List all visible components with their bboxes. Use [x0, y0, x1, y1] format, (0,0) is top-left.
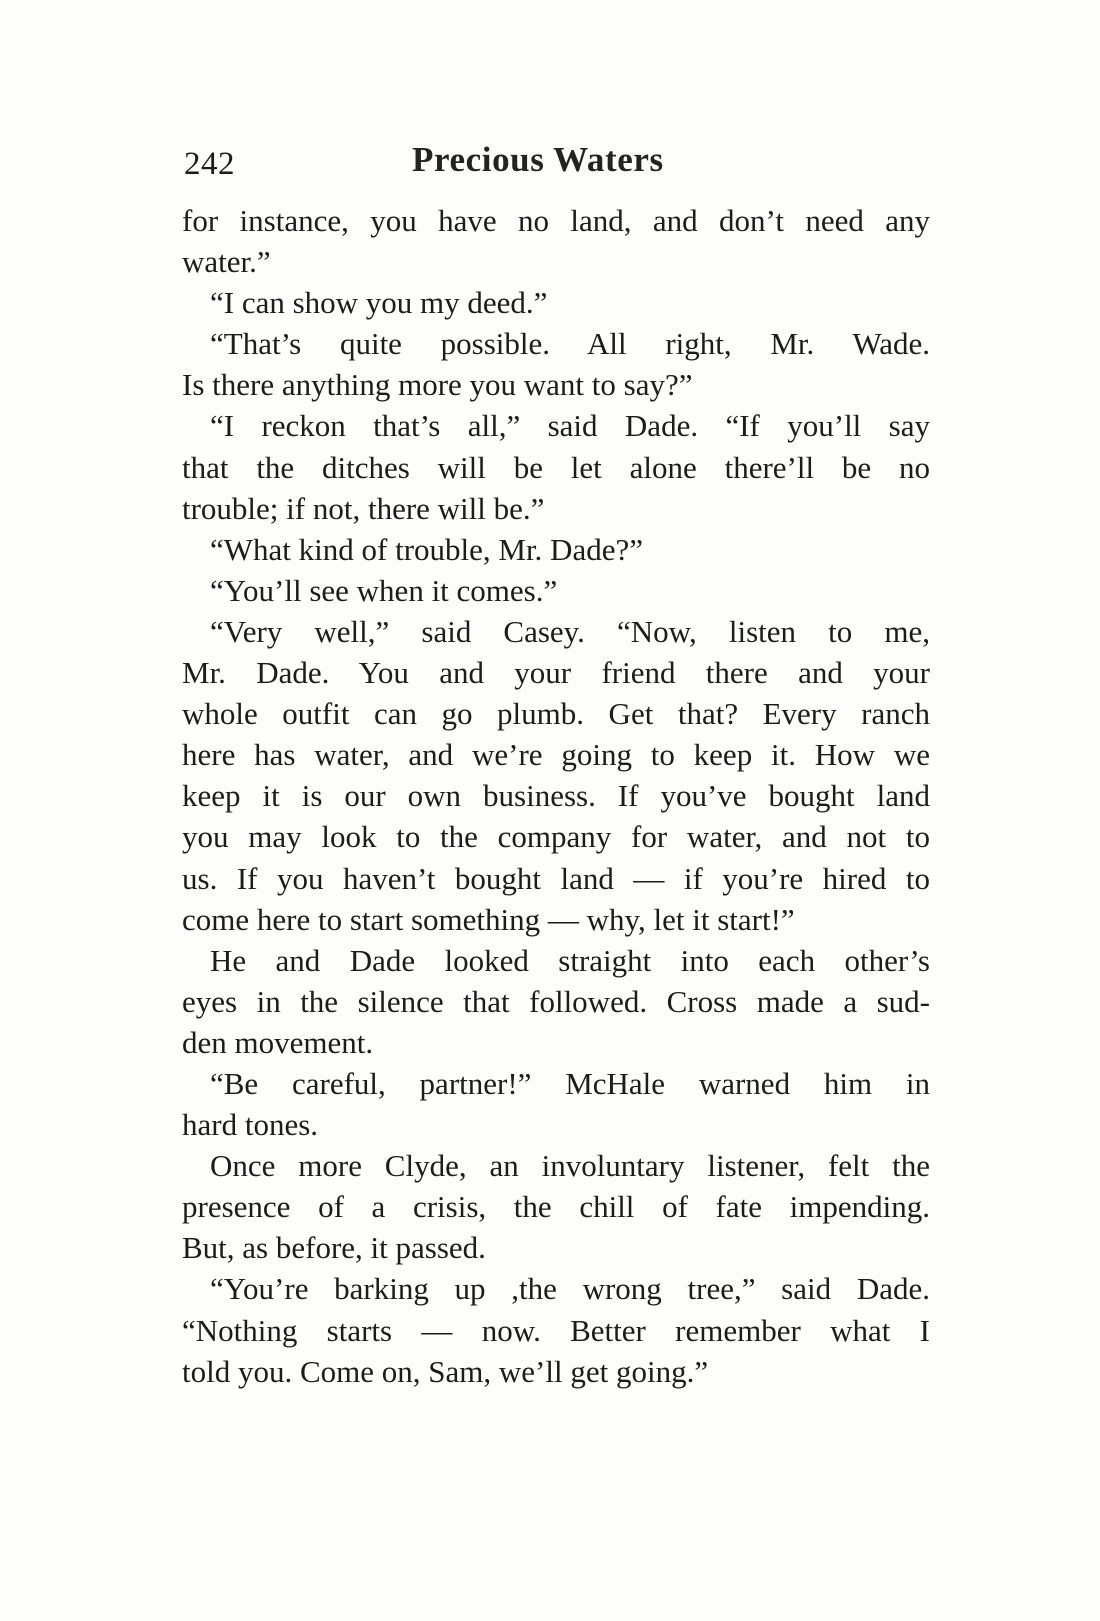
text-line: “Be careful, partner!” McHale warned him in [210, 1065, 930, 1101]
text-line: Mr. Dade. You and your friend there and your [182, 655, 930, 691]
text-line: “Nothing starts — now. Better remember what I [182, 1312, 930, 1348]
running-title: Precious Waters [412, 140, 664, 179]
text-line: here has water, and we’re going to keep it. How we [182, 737, 930, 773]
text-line: come here to start something — why, let it start!” [182, 901, 795, 937]
text-line: water.” [182, 244, 271, 280]
text-line: “Very well,” said Casey. “Now, listen to me, [210, 613, 930, 649]
text-line: us. If you haven’t bought land — if you’re hired to [182, 860, 930, 896]
text-line: “That’s quite possible. All right, Mr. Wade. [210, 326, 930, 362]
text-line: you may look to the company for water, and not to [182, 819, 930, 855]
text-line: Is there anything more you want to say?” [182, 367, 693, 403]
page-number: 242 [184, 146, 235, 182]
text-line: whole outfit can go plumb. Get that? Every ranch [182, 696, 930, 732]
text-line: “What kind of trouble, Mr. Dade?” [210, 531, 643, 567]
text-line: But, as before, it passed. [182, 1230, 486, 1266]
text-line: told you. Come on, Sam, we’ll get going.” [182, 1353, 709, 1389]
text-line: den movement. [182, 1024, 374, 1060]
running-head [184, 140, 926, 190]
text-line: for instance, you have no land, and don’t need any [182, 203, 930, 238]
text-line: that the ditches will be let alone there’ll be no [182, 449, 930, 485]
text-line: eyes in the silence that followed. Cross made a sud- [182, 983, 930, 1019]
text-line: Once more Clyde, an involuntary listener, felt the [210, 1148, 930, 1184]
text-line: “You’ll see when it comes.” [210, 572, 558, 608]
text-line: presence of a crisis, the chill of fate impending. [182, 1189, 930, 1225]
text-line: “I can show you my deed.” [210, 285, 548, 321]
text-line: hard tones. [182, 1107, 319, 1143]
body-text [182, 200, 930, 1392]
text-line: trouble; if not, there will be.” [182, 490, 545, 526]
text-line: He and Dade looked straight into each other’s [210, 942, 930, 978]
text-line: keep it is our own business. If you’ve bought land [182, 778, 930, 814]
text-line: “You’re barking up ,the wrong tree,” said Dade. [210, 1271, 930, 1307]
text-line: “I reckon that’s all,” said Dade. “If you’ll say [210, 408, 930, 444]
